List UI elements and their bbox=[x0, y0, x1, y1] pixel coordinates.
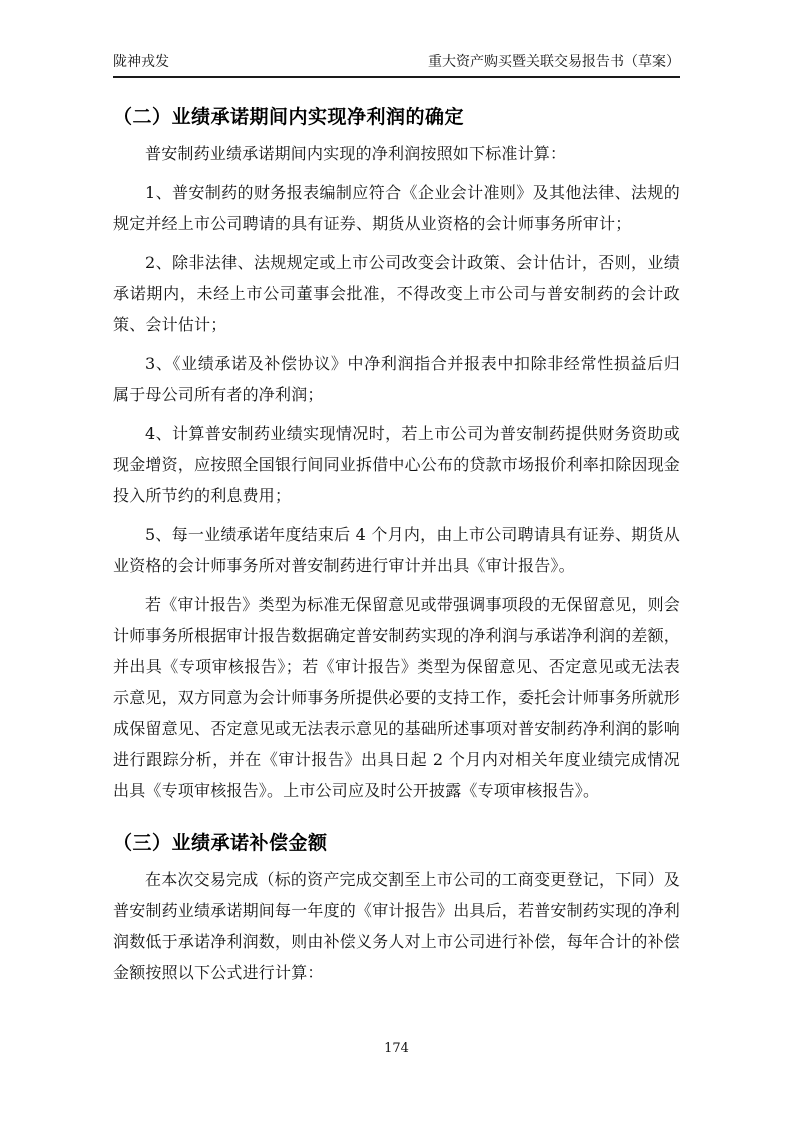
page-number: 174 bbox=[384, 1041, 409, 1056]
page-header bbox=[113, 52, 680, 78]
paragraph-item-3: 3、《业绩承诺及补偿协议》中净利润指合并报表中扣除非经常性损益后归属于母公司所有者的净利润； bbox=[113, 354, 680, 404]
paragraph-compensation-intro: 在本次交易完成（标的资产完成交割至上市公司的工商变更登记，下同）及普安制药业绩承诺期间每一年度的《审计报告》出具后，若普安制药实现的净利润数低于承诺净利润数，则由补偿义务人对上市公司进行补偿，每年合计的补偿金额按照以下公式进行计算： bbox=[113, 870, 681, 982]
header-company-name: 陇神戎发 bbox=[113, 54, 169, 70]
section-heading-compensation-amount: （三）业绩承诺补偿金额 bbox=[113, 832, 328, 854]
paragraph-item-4: 4、计算普安制药业绩实现情况时，若上市公司为普安制药提供财务资助或现金增资，应按照全国银行间同业拆借中心公布的贷款市场报价利率扣除因现金投入所节约的利息费用； bbox=[113, 424, 681, 505]
paragraph-item-1: 1、普安制药的财务报表编制应符合《企业会计准则》及其他法律、法规的规定并经上市公司聘请的具有证券、期货从业资格的会计师事务所审计； bbox=[113, 183, 680, 233]
header-report-title: 重大资产购买暨关联交易报告书（草案） bbox=[428, 54, 680, 70]
page-footer bbox=[0, 1041, 793, 1056]
paragraph-item-5: 5、每一业绩承诺年度结束后 4 个月内，由上市公司聘请具有证券、期货从业资格的会计师事务所对普安制药进行审计并出具《审计报告》。 bbox=[113, 525, 680, 575]
paragraph-item-2: 2、除非法律、法规规定或上市公司改变会计政策、会计估计，否则，业绩承诺期内，未经上市公司董事会批准，不得改变上市公司与普安制药的会计政策、会计估计； bbox=[113, 253, 680, 334]
section-heading-net-profit-determination: （二）业绩承诺期间内实现净利润的确定 bbox=[113, 106, 465, 128]
paragraph-audit-report-types: 若《审计报告》类型为标准无保留意见或带强调事项段的无保留意见，则会计师事务所根据审计报告数据确定普安制药实现的净利润与承诺净利润的差额，并出具《专项审核报告》；若《审计报告》类型为保留意见、否定意见或无法表示意见，双方同意为会计师事务所提供必要的支持工作，委托会计师事务所就形成保留意见、否定意见或无法表示意见的基础所述事项对普安制药净利润的影响进行跟踪分析，并在《审计报告》出具日起 2 个月内对相关年度业绩完成情况出具《专项审核报告》。上市公司应及时公开披露《专项审核报告》。 bbox=[113, 595, 681, 800]
document-content bbox=[113, 104, 680, 988]
paragraph-intro: 普安制药业绩承诺期间内实现的净利润按照如下标准计算： bbox=[145, 144, 567, 163]
